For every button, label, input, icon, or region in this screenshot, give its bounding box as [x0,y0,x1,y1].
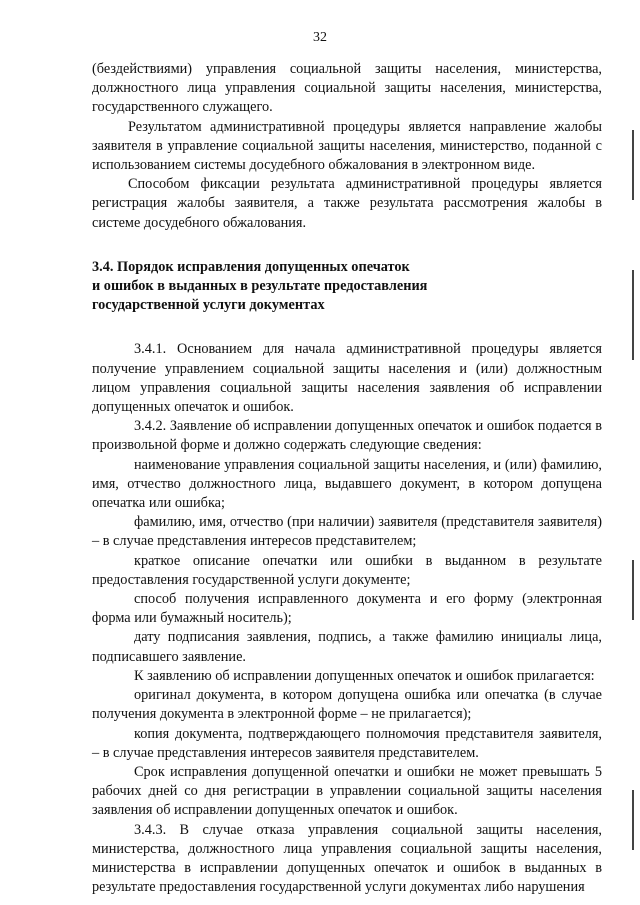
scan-margin-mark [632,560,634,620]
section-heading-line: государственной услуги документах [92,297,325,314]
paragraph: копия документа, подтверждающего полномочия представителя заявителя, – в случае представления интересов заявителя представителем. [92,725,602,761]
paragraph: Способом фиксации результата административной процедуры является регистрация жалобы заявителя, а также результата рассмотрения жалобы в системе досудебного обжалования. [92,176,602,231]
document-body [92,60,602,897]
scan-margin-mark [632,790,634,850]
paragraph: К заявлению об исправлении допущенных опечаток и ошибок прилагается: [134,667,595,684]
scan-margin-mark [632,270,634,360]
page-number: 32 [313,30,327,45]
spacer [92,315,602,340]
paragraph: Срок исправления допущенной опечатки и ошибки не может превышать 5 рабочих дней со дня регистрации в управлении социальной защиты населения заявления об исправлении допущенных опечаток и ошибок. [92,763,602,819]
paragraph: наименование управления социальной защиты населения, и (или) фамилию, имя, отчество должностного лица, выдавшего документ, в котором допущена опечатка или ошибка; [92,456,602,512]
paragraph: 3.4.2. Заявление об исправлении допущенных опечаток и ошибок подается в произвольной форме и должно содержать следующие сведения: [92,418,602,454]
paragraph: 3.4.3. В случае отказа управления социальной защиты населения, министерства, должностного лица управления социальной защиты населения, министерства в исправлении допущенных опечаток и ошибок в выданных в результате предоставления государственной услуги документах либо нарушения [92,821,602,896]
paragraph: краткое описание опечатки или ошибки в выданном в результате предоставления государственной услуги документе; [92,552,602,588]
paragraph: 3.4.1. Основанием для начала административной процедуры является получение управлением социальной защиты населения и (или) должностным лицом управления социальной защиты населения заявления об исправлении допущенных опечаток и ошибок. [92,341,602,416]
paragraph: дату подписания заявления, подпись, а также фамилию инициалы лица, подписавшего заявление. [92,629,602,665]
paragraph: фамилию, имя, отчество (при наличии) заявителя (представителя заявителя) – в случае представления интересов представителем; [92,514,602,550]
section-heading-line: 3.4. Порядок исправления допущенных опечаток [92,258,410,275]
scan-margin-mark [632,130,634,200]
spacer [92,233,602,258]
section-heading-line: и ошибок в выданных в результате предоставления [92,278,428,295]
paragraph: Результатом административной процедуры является направление жалобы заявителя в управление социальной защиты населения, министерство, поданной с использованием системы досудебного обжалования в электронном виде. [92,118,602,174]
paragraph: (бездействиями) управления социальной защиты населения, министерства, должностного лица управления социальной защиты населения, министерства, государственного служащего. [92,61,602,116]
paragraph: оригинал документа, в котором допущена ошибка или опечатка (в случае получения документа в электронной форме – не прилагается); [92,687,602,723]
paragraph: способ получения исправленного документа и его форму (электронная форма или бумажный носитель); [92,591,602,627]
section-heading [92,258,602,316]
